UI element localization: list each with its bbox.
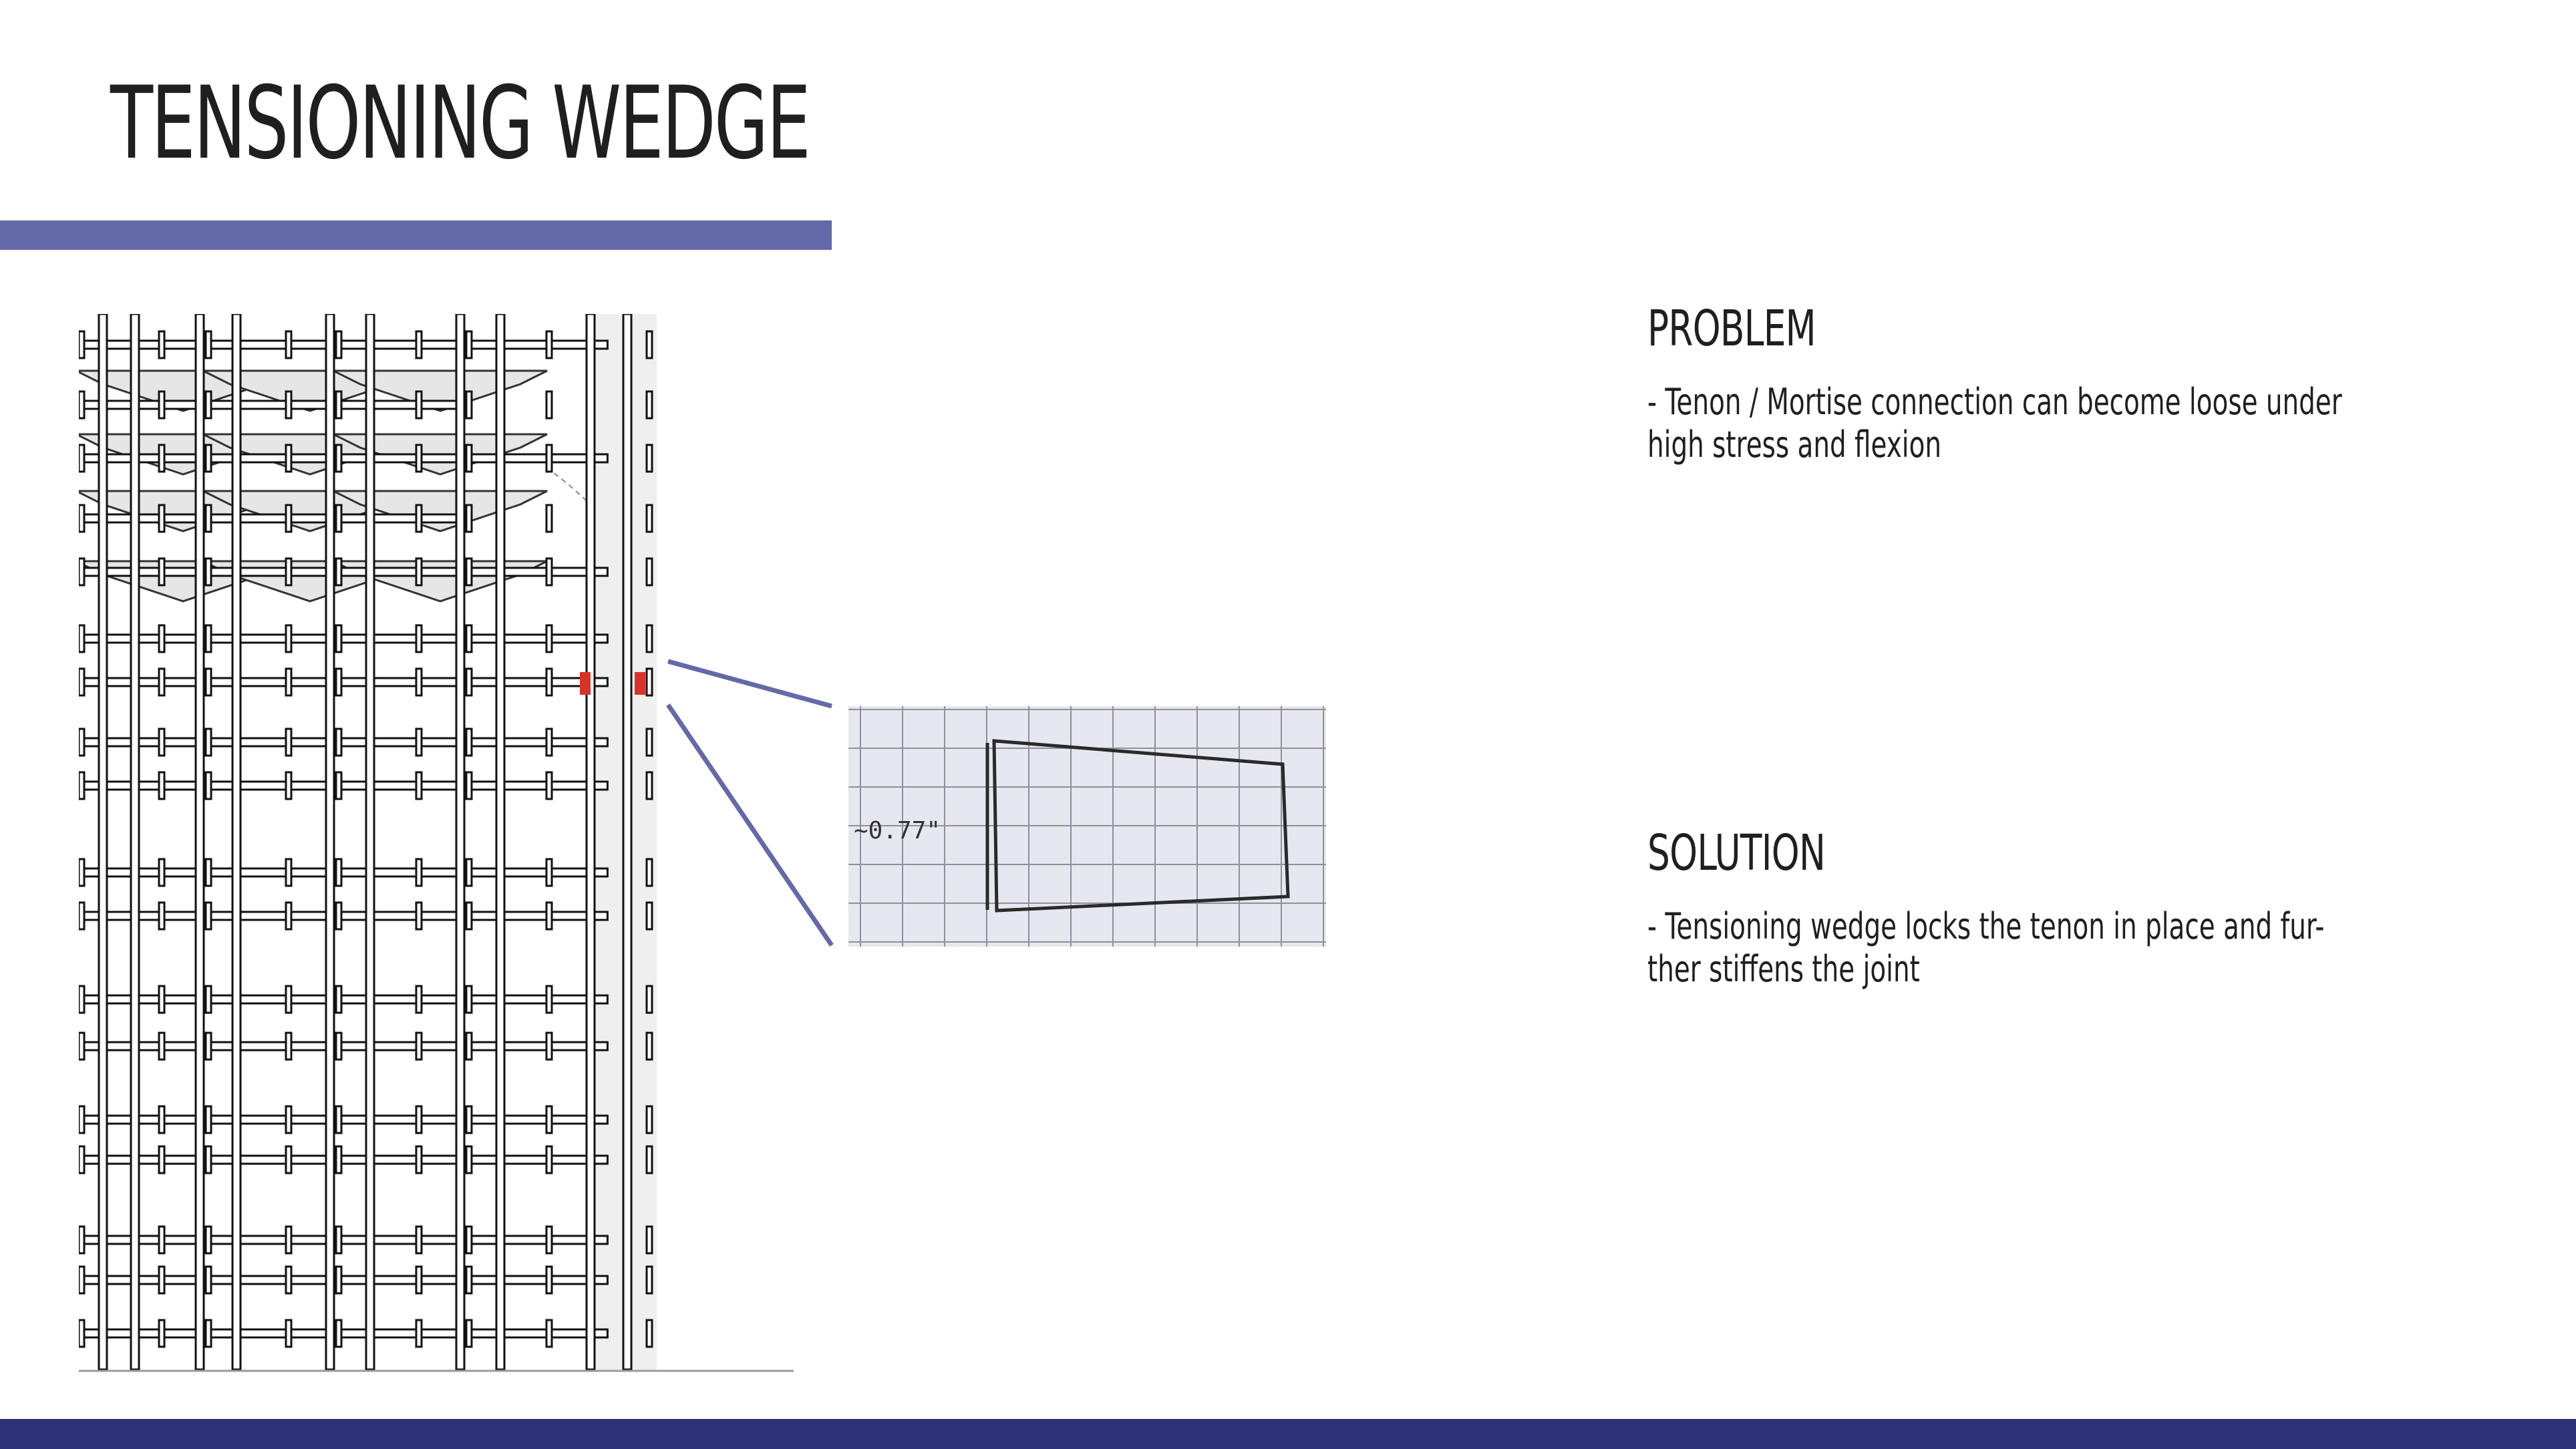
- horizontal-bar: [79, 1236, 204, 1244]
- slide-title: TENSIONING WEDGE: [110, 65, 810, 182]
- peg: [546, 729, 552, 756]
- peg: [286, 903, 291, 929]
- peg: [286, 1033, 291, 1060]
- peg: [416, 505, 422, 532]
- horizontal-bar: [79, 1329, 204, 1337]
- peg: [206, 625, 211, 652]
- vertical-bar: [587, 314, 595, 1370]
- peg: [79, 986, 84, 1013]
- horizontal-bar: [203, 341, 331, 349]
- peg: [159, 625, 164, 652]
- peg: [466, 1320, 472, 1347]
- peg: [416, 986, 422, 1013]
- peg: [416, 625, 422, 652]
- peg: [466, 1227, 472, 1253]
- horizontal-bar: [203, 678, 331, 686]
- horizontal-bar: [203, 454, 331, 462]
- peg: [647, 445, 652, 472]
- peg: [336, 772, 341, 799]
- peg: [466, 1146, 472, 1173]
- peg: [286, 1146, 291, 1173]
- peg: [159, 1146, 164, 1173]
- peg: [336, 986, 341, 1013]
- peg: [647, 1267, 652, 1293]
- peg: [416, 1106, 422, 1133]
- peg: [336, 1267, 341, 1293]
- horizontal-bar: [79, 1116, 204, 1124]
- peg: [206, 1106, 211, 1133]
- peg: [336, 1033, 341, 1060]
- horizontal-bar: [203, 568, 331, 576]
- vertical-bar: [456, 314, 464, 1370]
- peg: [647, 903, 652, 929]
- horizontal-bar: [203, 1156, 331, 1164]
- peg: [647, 1106, 652, 1133]
- vertical-bar: [196, 314, 204, 1370]
- peg: [546, 1033, 552, 1060]
- peg: [647, 729, 652, 756]
- peg: [546, 505, 552, 532]
- wedge-highlight-right: [635, 672, 645, 695]
- horizontal-bar: [203, 401, 331, 409]
- peg: [647, 331, 652, 358]
- peg: [546, 1106, 552, 1133]
- horizontal-bar: [203, 738, 331, 746]
- horizontal-bar: [203, 1329, 331, 1337]
- peg: [647, 1033, 652, 1060]
- peg: [79, 729, 84, 756]
- footer-bar: [0, 1419, 2576, 1449]
- peg: [466, 903, 472, 929]
- peg: [286, 859, 291, 886]
- peg: [206, 772, 211, 799]
- horizontal-bar: [333, 454, 467, 462]
- peg: [546, 1320, 552, 1347]
- peg: [79, 1267, 84, 1293]
- horizontal-bar: [79, 868, 204, 876]
- peg: [79, 625, 84, 652]
- peg: [466, 986, 472, 1013]
- peg: [286, 1227, 291, 1253]
- peg: [286, 772, 291, 799]
- peg: [466, 391, 472, 418]
- horizontal-bar: [79, 1042, 204, 1050]
- horizontal-bar: [79, 782, 204, 790]
- peg: [79, 1033, 84, 1060]
- vertical-bar: [366, 314, 374, 1370]
- peg: [466, 625, 472, 652]
- horizontal-bar: [79, 635, 204, 643]
- peg: [159, 903, 164, 929]
- peg: [336, 445, 341, 472]
- peg: [206, 669, 211, 695]
- peg: [416, 558, 422, 585]
- peg: [546, 625, 552, 652]
- peg: [416, 391, 422, 418]
- horizontal-bar: [203, 514, 331, 522]
- peg: [206, 986, 211, 1013]
- peg: [546, 1267, 552, 1293]
- peg: [286, 505, 291, 532]
- peg: [416, 729, 422, 756]
- horizontal-bar: [333, 1116, 467, 1124]
- vertical-bar: [99, 314, 107, 1370]
- peg: [336, 391, 341, 418]
- horizontal-bar: [203, 912, 331, 920]
- problem-heading: PROBLEM: [1647, 300, 1816, 357]
- horizontal-bar: [203, 1042, 331, 1050]
- peg: [466, 331, 472, 358]
- peg: [336, 859, 341, 886]
- peg: [336, 625, 341, 652]
- wedge-highlight-left: [580, 672, 591, 695]
- peg: [647, 772, 652, 799]
- peg: [416, 1227, 422, 1253]
- horizontal-bar: [203, 1116, 331, 1124]
- horizontal-bar: [333, 401, 467, 409]
- peg: [159, 1320, 164, 1347]
- peg: [159, 331, 164, 358]
- peg: [206, 445, 211, 472]
- horizontal-bar: [79, 738, 204, 746]
- peg: [159, 1033, 164, 1060]
- peg: [416, 1146, 422, 1173]
- peg: [546, 903, 552, 929]
- peg: [206, 1320, 211, 1347]
- vertical-bar: [623, 314, 631, 1370]
- peg: [206, 1227, 211, 1253]
- horizontal-bar: [333, 995, 467, 1003]
- peg: [336, 331, 341, 358]
- solution-text: - Tensioning wedge locks the tenon in place and fur-ther stiffens the joint: [1647, 905, 2325, 990]
- peg: [286, 625, 291, 652]
- horizontal-bar: [203, 1276, 331, 1284]
- horizontal-bar: [79, 1276, 204, 1284]
- horizontal-bar: [333, 738, 467, 746]
- peg: [546, 1146, 552, 1173]
- peg: [286, 445, 291, 472]
- peg: [286, 391, 291, 418]
- peg: [466, 445, 472, 472]
- peg: [466, 859, 472, 886]
- horizontal-bar: [79, 995, 204, 1003]
- peg: [79, 505, 84, 532]
- peg: [159, 391, 164, 418]
- horizontal-bar: [79, 454, 204, 462]
- horizontal-bar: [79, 341, 204, 349]
- peg: [206, 1033, 211, 1060]
- title-accent-bar: [0, 220, 832, 250]
- peg: [79, 391, 84, 418]
- peg: [206, 391, 211, 418]
- horizontal-bar: [333, 514, 467, 522]
- peg: [466, 669, 472, 695]
- peg: [546, 669, 552, 695]
- peg: [159, 986, 164, 1013]
- peg: [286, 986, 291, 1013]
- peg: [336, 1106, 341, 1133]
- peg: [159, 558, 164, 585]
- horizontal-bar: [333, 568, 467, 576]
- peg: [546, 772, 552, 799]
- vertical-bar: [232, 314, 240, 1370]
- peg: [416, 331, 422, 358]
- peg: [336, 1320, 341, 1347]
- peg: [286, 669, 291, 695]
- peg: [647, 986, 652, 1013]
- peg: [416, 1267, 422, 1293]
- peg: [79, 445, 84, 472]
- peg: [546, 986, 552, 1013]
- peg: [416, 1033, 422, 1060]
- peg: [466, 729, 472, 756]
- horizontal-bar: [79, 912, 204, 920]
- peg: [416, 772, 422, 799]
- peg: [546, 445, 552, 472]
- peg: [206, 859, 211, 886]
- peg: [79, 1320, 84, 1347]
- peg: [336, 558, 341, 585]
- peg: [206, 558, 211, 585]
- vertical-bar: [326, 314, 334, 1370]
- peg: [159, 772, 164, 799]
- peg: [647, 1227, 652, 1253]
- peg: [79, 331, 84, 358]
- peg: [647, 669, 652, 695]
- peg: [286, 558, 291, 585]
- horizontal-bar: [79, 1156, 204, 1164]
- peg: [336, 1146, 341, 1173]
- horizontal-bar: [333, 1042, 467, 1050]
- peg: [416, 1320, 422, 1347]
- peg: [79, 1106, 84, 1133]
- horizontal-bar: [333, 1156, 467, 1164]
- horizontal-bar: [79, 568, 204, 576]
- peg: [416, 669, 422, 695]
- peg: [159, 1227, 164, 1253]
- peg: [159, 1267, 164, 1293]
- peg: [206, 1146, 211, 1173]
- solution-heading: SOLUTION: [1647, 824, 1826, 882]
- peg: [336, 1227, 341, 1253]
- horizontal-bar: [333, 912, 467, 920]
- peg: [647, 391, 652, 418]
- peg: [546, 1227, 552, 1253]
- peg: [336, 505, 341, 532]
- peg: [466, 558, 472, 585]
- wedge-sketch-photo: [848, 706, 1326, 947]
- horizontal-bar: [333, 868, 467, 876]
- peg: [286, 1267, 291, 1293]
- peg: [647, 1146, 652, 1173]
- peg: [206, 729, 211, 756]
- peg: [79, 1227, 84, 1253]
- horizontal-bar: [333, 635, 467, 643]
- lattice-elevation-drawing: [79, 314, 800, 1376]
- peg: [336, 903, 341, 929]
- dimension-label: ~0.77": [854, 817, 941, 844]
- horizontal-bar: [333, 341, 467, 349]
- peg: [466, 1106, 472, 1133]
- peg: [546, 859, 552, 886]
- peg: [466, 1033, 472, 1060]
- peg: [466, 772, 472, 799]
- peg: [286, 1106, 291, 1133]
- peg: [546, 558, 552, 585]
- peg: [79, 1146, 84, 1173]
- peg: [206, 903, 211, 929]
- peg: [79, 558, 84, 585]
- horizontal-bar: [203, 635, 331, 643]
- peg: [416, 445, 422, 472]
- peg: [546, 331, 552, 358]
- peg: [416, 859, 422, 886]
- peg: [79, 772, 84, 799]
- peg: [416, 903, 422, 929]
- horizontal-bar: [203, 868, 331, 876]
- peg: [466, 1267, 472, 1293]
- horizontal-bar: [79, 678, 204, 686]
- horizontal-bar: [333, 1236, 467, 1244]
- peg: [206, 505, 211, 532]
- peg: [647, 1320, 652, 1347]
- horizontal-bar: [333, 678, 467, 686]
- peg: [286, 331, 291, 358]
- peg: [546, 391, 552, 418]
- peg: [159, 669, 164, 695]
- horizontal-bar: [333, 1329, 467, 1337]
- peg: [647, 505, 652, 532]
- peg: [159, 1106, 164, 1133]
- peg: [336, 669, 341, 695]
- peg: [206, 331, 211, 358]
- peg: [206, 1267, 211, 1293]
- peg: [159, 445, 164, 472]
- horizontal-bar: [203, 782, 331, 790]
- problem-text: - Tenon / Mortise connection can become loose under high stress and flexion: [1647, 381, 2342, 466]
- horizontal-bar: [333, 782, 467, 790]
- peg: [159, 505, 164, 532]
- peg: [286, 729, 291, 756]
- horizontal-bar: [333, 1276, 467, 1284]
- peg: [159, 859, 164, 886]
- horizontal-bar: [79, 514, 204, 522]
- peg: [647, 859, 652, 886]
- peg: [466, 505, 472, 532]
- peg: [79, 669, 84, 695]
- vertical-bar: [496, 314, 504, 1370]
- horizontal-bar: [203, 995, 331, 1003]
- peg: [647, 558, 652, 585]
- peg: [286, 1320, 291, 1347]
- peg: [79, 903, 84, 929]
- peg: [159, 729, 164, 756]
- horizontal-bar: [203, 1236, 331, 1244]
- vertical-bar: [131, 314, 139, 1370]
- horizontal-bar: [79, 401, 204, 409]
- peg: [79, 859, 84, 886]
- peg: [336, 729, 341, 756]
- peg: [647, 625, 652, 652]
